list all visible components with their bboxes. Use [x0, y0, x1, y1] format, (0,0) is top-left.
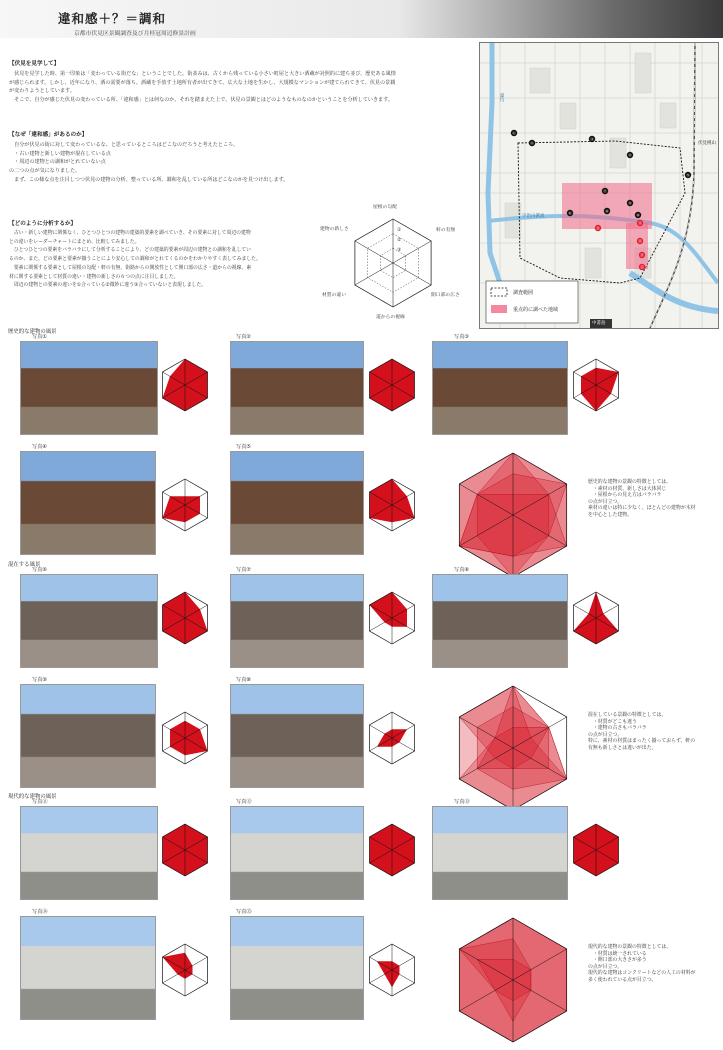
radar-14 — [162, 944, 207, 996]
radar-chart — [362, 588, 422, 648]
street-photo — [20, 806, 158, 900]
map-marker-label: ⑭ — [640, 252, 644, 258]
legend-axis-newness: 建物の新しさ — [320, 227, 349, 232]
photo-label: 写真⑨ — [32, 677, 48, 683]
photo-label: 写真④ — [32, 444, 48, 450]
photo-label: 写真⑤ — [236, 444, 252, 450]
section-2 — [0, 560, 723, 792]
street-photo — [20, 916, 156, 1020]
photo-label: 写真⑥ — [32, 567, 48, 573]
paragraph-why: 自分が伏見の街に対して変わっているな、と思っているところはどこなのだろうと考えたところ、 ・古い建物と新しい建物が混在している点 ・周辺の建物との調和がとれていない点 の二つの点が気になりました。 まず、この様な点を注目しつつ伏見の建物の分析、整っている所、調和を乱している所はどこなのかを見つけ出します。 — [9, 142, 289, 183]
street-photo — [20, 684, 156, 788]
heading-why: 【なぜ「違和感」があるのか】 — [9, 132, 88, 138]
paragraph-method: 古い・新しい建物に関係なく、ひとつひとつの建物の建築的要素を調べていき、その要素に対して周辺の建物 との違いをレーダーチャートにまとめ、比較してみました。 ひとつひとつの要素をバラバラにして分析することにより、どの建築的要素が周辺の建物との調和を乱してい るのか、また、どの要素と要素が揃うことにより安心しての調和がとれてくるのかをわかりやすく表してみました。 要素に関係する要素として屋根の勾配・軒の有無、街路からの開放性として開口部の広さ・道からの視線、素 材に関する要素として材質の違い・建物の新しさの６つの点に注目しました。 周辺の建物との要素の違いを①合っている②微妙に違う③合っていないと表現しました。 — [9, 230, 261, 289]
photo-label: 写真① — [32, 334, 48, 340]
radar-chart — [362, 820, 422, 880]
radar-chart — [566, 820, 626, 880]
street-photo — [230, 806, 364, 900]
section-summary-note: 混在している景観の特徴としては、 ・材質がどこも違う ・建物の古さもバラバラ の点が目立つ。 特に、素材の材質はまったく揃っておらず、軒の 有無も新しさとは違いが出た。 — [588, 712, 696, 751]
paragraph-observation: 伏見を見学した時、第一印象は「変わっている街だな」ということでした。街並みは、古くから残っている小さい町屋と大きい酒蔵が対照的に建ち並び、歴史ある風情 が感じられます。しかし、近年になり、酒の需要が落ち、酒蔵を手放す土地所有者が出てきて、広大な土地を生かし、大規模なマンションが建てられてきて、伏見の景観 が変わりようとしています。 そこで、自分が感じた伏見の変わっている所、「違和感」とは何なのか、それを踏まえた上で、伏見の景観とはどのようなものなのかということを分析していきます。 — [9, 71, 396, 104]
map-marker-label: ⑤ — [686, 172, 690, 178]
radar-chart — [155, 588, 215, 648]
radar-chart — [362, 940, 422, 1000]
radar-9 — [162, 712, 207, 764]
legend-axis-opening: 開口部の広さ — [431, 293, 460, 298]
photo-label: 写真⑩ — [236, 677, 252, 683]
section-1 — [0, 327, 723, 559]
section-heading: 歴史的な建物の風景 — [8, 329, 57, 335]
photo-label: 写真⑭ — [32, 909, 48, 915]
map-legend-focus: 重点的に調べた地域 — [513, 307, 559, 313]
map-label-river: 濠川 — [499, 93, 504, 102]
photo-label: 写真⑫ — [236, 799, 252, 805]
legend-axis-roof: 屋根の勾配 — [373, 205, 397, 210]
survey-map — [479, 42, 719, 329]
radar-8 — [573, 592, 618, 644]
radar-2 — [369, 359, 414, 411]
map-label-station-fushimimomoyama: 伏見桃山 — [698, 141, 716, 146]
section-heading: 混在する風景 — [8, 562, 41, 568]
legend-ring-1: ① — [397, 228, 402, 233]
photo-label: 写真② — [236, 334, 252, 340]
heading-method: 【どのように分析するか】 — [9, 221, 77, 227]
street-photo — [432, 341, 568, 435]
street-photo — [230, 684, 364, 788]
map-marker-label: ⑥ — [568, 210, 572, 216]
map-marker-label: ⑦ — [603, 188, 607, 194]
page-title: 違和感＋？＝調和 — [58, 11, 167, 26]
radar-3 — [573, 359, 618, 411]
street-photo — [230, 916, 364, 1020]
street-photo — [20, 574, 158, 668]
radar-chart — [155, 355, 215, 415]
radar-7 — [369, 592, 414, 644]
radar-5 — [369, 479, 414, 531]
radar-9-shape — [170, 721, 208, 756]
radar-chart — [155, 940, 215, 1000]
photo-label: 写真⑪ — [32, 799, 48, 805]
street-photo — [230, 341, 364, 435]
page-subtitle: 京都市伏見区景観調査及び月桂冠周辺修景計画 — [74, 31, 196, 37]
street-photo — [230, 574, 364, 668]
map-marker-label: ⑮ — [640, 264, 644, 270]
radar-chart — [155, 708, 215, 768]
section-heading: 現代的な建物の風景 — [8, 794, 57, 800]
map-marker-label: ② — [530, 140, 534, 146]
radar-chart — [566, 588, 626, 648]
summary-overlay-radar — [443, 910, 583, 1050]
legend-axis-eaves: 軒の有無 — [436, 228, 456, 233]
radar-chart — [362, 355, 422, 415]
radar-1 — [162, 359, 207, 411]
map-label-station-chushojima: 中書島 — [592, 321, 606, 326]
photo-label: 写真③ — [454, 334, 470, 340]
map-label-canal: 宇治川派流 — [522, 214, 545, 219]
radar-4-shape — [163, 496, 201, 522]
street-photo — [230, 451, 364, 555]
map-marker-label: ③ — [590, 136, 594, 142]
map-marker-label: ⑪ — [596, 225, 600, 231]
radar-3-shape — [581, 368, 619, 411]
radar-4 — [162, 479, 207, 531]
legend-ring-2: ② — [397, 238, 402, 243]
section-summary-note: 現代的な建物の景観の特徴としては、 ・材質は統一されている ・開口部の大きさが多う の点が目立つ。 現代的な建物はコンクリートなどの人工の材料が 多く使われている点が目立つ。 — [588, 944, 696, 983]
radar-12 — [369, 824, 414, 876]
legend-axis-material: 材質の違い — [322, 293, 346, 298]
radar-6 — [162, 592, 207, 644]
heading-observation: 【伏見を見学して】 — [9, 61, 60, 67]
radar-chart — [566, 355, 626, 415]
radar-legend — [318, 203, 468, 323]
street-photo — [20, 451, 156, 555]
map-marker-label: ⑩ — [636, 212, 640, 218]
radar-chart — [155, 820, 215, 880]
street-photo — [432, 806, 568, 900]
map-marker-label: ⑨ — [628, 200, 632, 206]
map-marker-label: ④ — [628, 152, 632, 158]
map-marker-label: ⑧ — [605, 208, 609, 214]
street-photo — [432, 574, 568, 668]
street-photo — [20, 341, 158, 435]
map-marker-label: ⑫ — [638, 220, 642, 226]
map-marker-label: ① — [512, 130, 516, 136]
radar-13 — [573, 824, 618, 876]
photo-label: 写真⑧ — [454, 567, 470, 573]
map-marker-label: ⑬ — [638, 238, 642, 244]
section-summary-note: 歴史的な建物の景観の特徴としては、 ・素材の材質、新しさは大体同じ ・屋根からの見え方はバラバラ の点が目立つ。 素材の違いは特に少なく、ほとんどの建物が木材 を中心とした建物。 — [588, 479, 696, 518]
legend-axis-sightline: 道からの視線 — [376, 315, 405, 320]
photo-label: 写真⑦ — [236, 567, 252, 573]
radar-15-shape — [377, 961, 400, 987]
radar-11 — [162, 824, 207, 876]
map-legend-survey: 調査範囲 — [513, 290, 534, 296]
radar-15 — [369, 944, 414, 996]
photo-label: 写真⑬ — [454, 799, 470, 805]
radar-chart — [362, 475, 422, 535]
radar-10 — [369, 712, 414, 764]
legend-ring-3: ③ — [397, 248, 402, 253]
radar-chart — [155, 475, 215, 535]
photo-label: 写真⑮ — [236, 909, 252, 915]
radar-chart — [362, 708, 422, 768]
section-3 — [0, 792, 723, 1024]
